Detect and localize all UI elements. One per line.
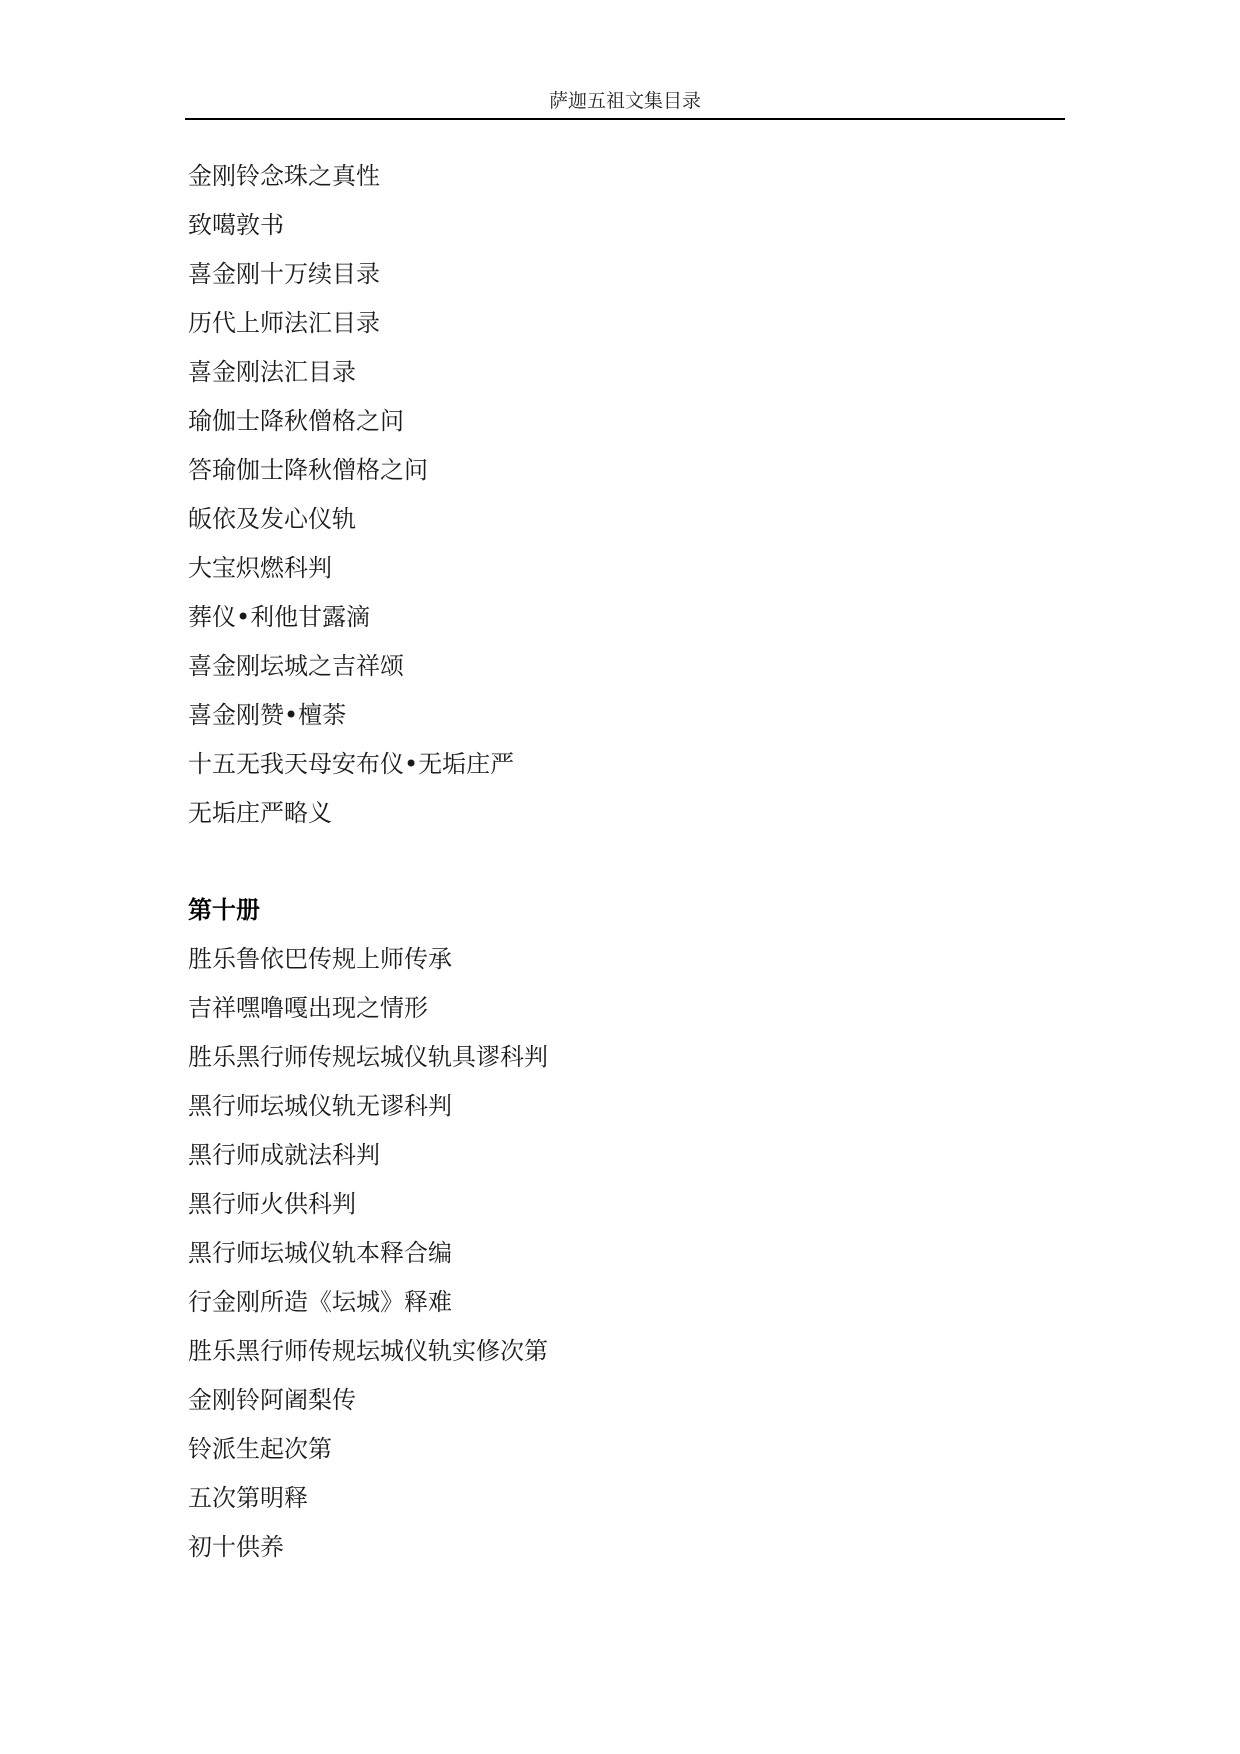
- toc-item: 历代上师法汇目录: [188, 309, 380, 337]
- toc-item: 大宝炽燃科判: [188, 554, 332, 582]
- page-header: [185, 84, 1065, 120]
- toc-section-volume-10: [188, 886, 1068, 1572]
- page-header-title: 萨迦五祖文集目录: [548, 90, 701, 112]
- toc-item: 初十供养: [188, 1533, 284, 1561]
- toc-item: 喜金刚十万续目录: [188, 260, 380, 288]
- volume-heading: 第十册: [188, 896, 260, 924]
- toc-item: 金刚铃阿阇梨传: [188, 1386, 356, 1414]
- toc-item: 喜金刚赞•檀荼: [188, 701, 347, 729]
- toc-item: 瑜伽士降秋僧格之问: [188, 407, 404, 435]
- toc-item: 金刚铃念珠之真性: [188, 162, 380, 190]
- toc-list: [188, 152, 1068, 838]
- toc-item: 喜金刚法汇目录: [188, 358, 356, 386]
- toc-list: [188, 935, 1068, 1572]
- toc-section-continued: [188, 152, 1068, 838]
- toc-item: 葬仪•利他甘露滴: [188, 603, 371, 631]
- toc-item: 黑行师坛城仪轨本释合编: [188, 1239, 452, 1267]
- toc-item: 胜乐鲁依巴传规上师传承: [188, 945, 452, 973]
- toc-item: 黑行师火供科判: [188, 1190, 356, 1218]
- toc-item: 行金刚所造《坛城》释难: [188, 1288, 452, 1316]
- toc-item: 黑行师坛城仪轨无谬科判: [188, 1092, 452, 1120]
- toc-item: 皈依及发心仪轨: [188, 505, 356, 533]
- toc-item: 无垢庄严略义: [188, 799, 332, 827]
- toc-item: 吉祥嘿噜嘎出现之情形: [188, 994, 428, 1022]
- toc-item: 致噶敦书: [188, 211, 284, 239]
- toc-item: 胜乐黑行师传规坛城仪轨具谬科判: [188, 1043, 548, 1071]
- toc-item: 黑行师成就法科判: [188, 1141, 380, 1169]
- toc-item: 答瑜伽士降秋僧格之问: [188, 456, 428, 484]
- toc-item: 铃派生起次第: [188, 1435, 332, 1463]
- toc-item: 五次第明释: [188, 1484, 308, 1512]
- toc-item: 胜乐黑行师传规坛城仪轨实修次第: [188, 1337, 548, 1365]
- toc-item: 喜金刚坛城之吉祥颂: [188, 652, 404, 680]
- toc-item: 十五无我天母安布仪•无垢庄严: [188, 750, 515, 778]
